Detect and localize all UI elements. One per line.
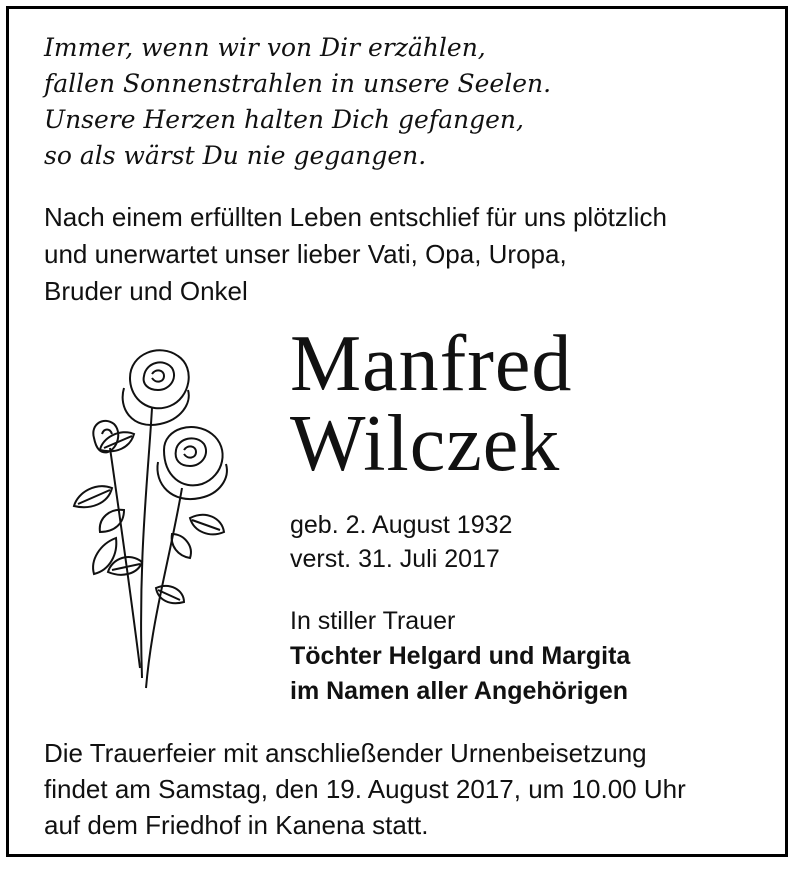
ceremony-text bbox=[44, 735, 764, 843]
ceremony-line: Die Trauerfeier mit anschließender Urnenbeisetzung bbox=[44, 738, 647, 768]
mourners-line: Töchter Helgard und Margita bbox=[290, 642, 631, 670]
poem-line: so als wärst Du nie gegangen. bbox=[44, 141, 427, 170]
last-name: Wilczek bbox=[290, 400, 561, 488]
death-date: verst. 31. Juli 2017 bbox=[290, 545, 500, 573]
poem bbox=[44, 30, 744, 174]
poem-line: fallen Sonnenstrahlen in unsere Seelen. bbox=[44, 69, 552, 98]
intro-line: Nach einem erfüllten Leben entschlief für uns plötzlich bbox=[44, 202, 667, 232]
intro-text bbox=[44, 199, 764, 310]
ceremony-line: findet am Samstag, den 19. August 2017, um 10.00 Uhr bbox=[44, 774, 686, 804]
mourners bbox=[290, 604, 760, 709]
poem-line: Unsere Herzen halten Dich gefangen, bbox=[44, 105, 524, 134]
poem-line: Immer, wenn wir von Dir erzählen, bbox=[44, 33, 486, 62]
intro-line: Bruder und Onkel bbox=[44, 276, 248, 306]
mourning-intro: In stiller Trauer bbox=[290, 607, 456, 635]
life-dates bbox=[290, 508, 750, 576]
intro-line: und unerwartet unser lieber Vati, Opa, Uropa, bbox=[44, 239, 567, 269]
deceased-name bbox=[290, 320, 750, 488]
roses-illustration-icon bbox=[60, 338, 250, 698]
ceremony-line: auf dem Friedhof in Kanena statt. bbox=[44, 810, 429, 840]
first-name: Manfred bbox=[290, 320, 573, 408]
birth-date: geb. 2. August 1932 bbox=[290, 511, 513, 539]
mourners-line: im Namen aller Angehörigen bbox=[290, 677, 629, 705]
